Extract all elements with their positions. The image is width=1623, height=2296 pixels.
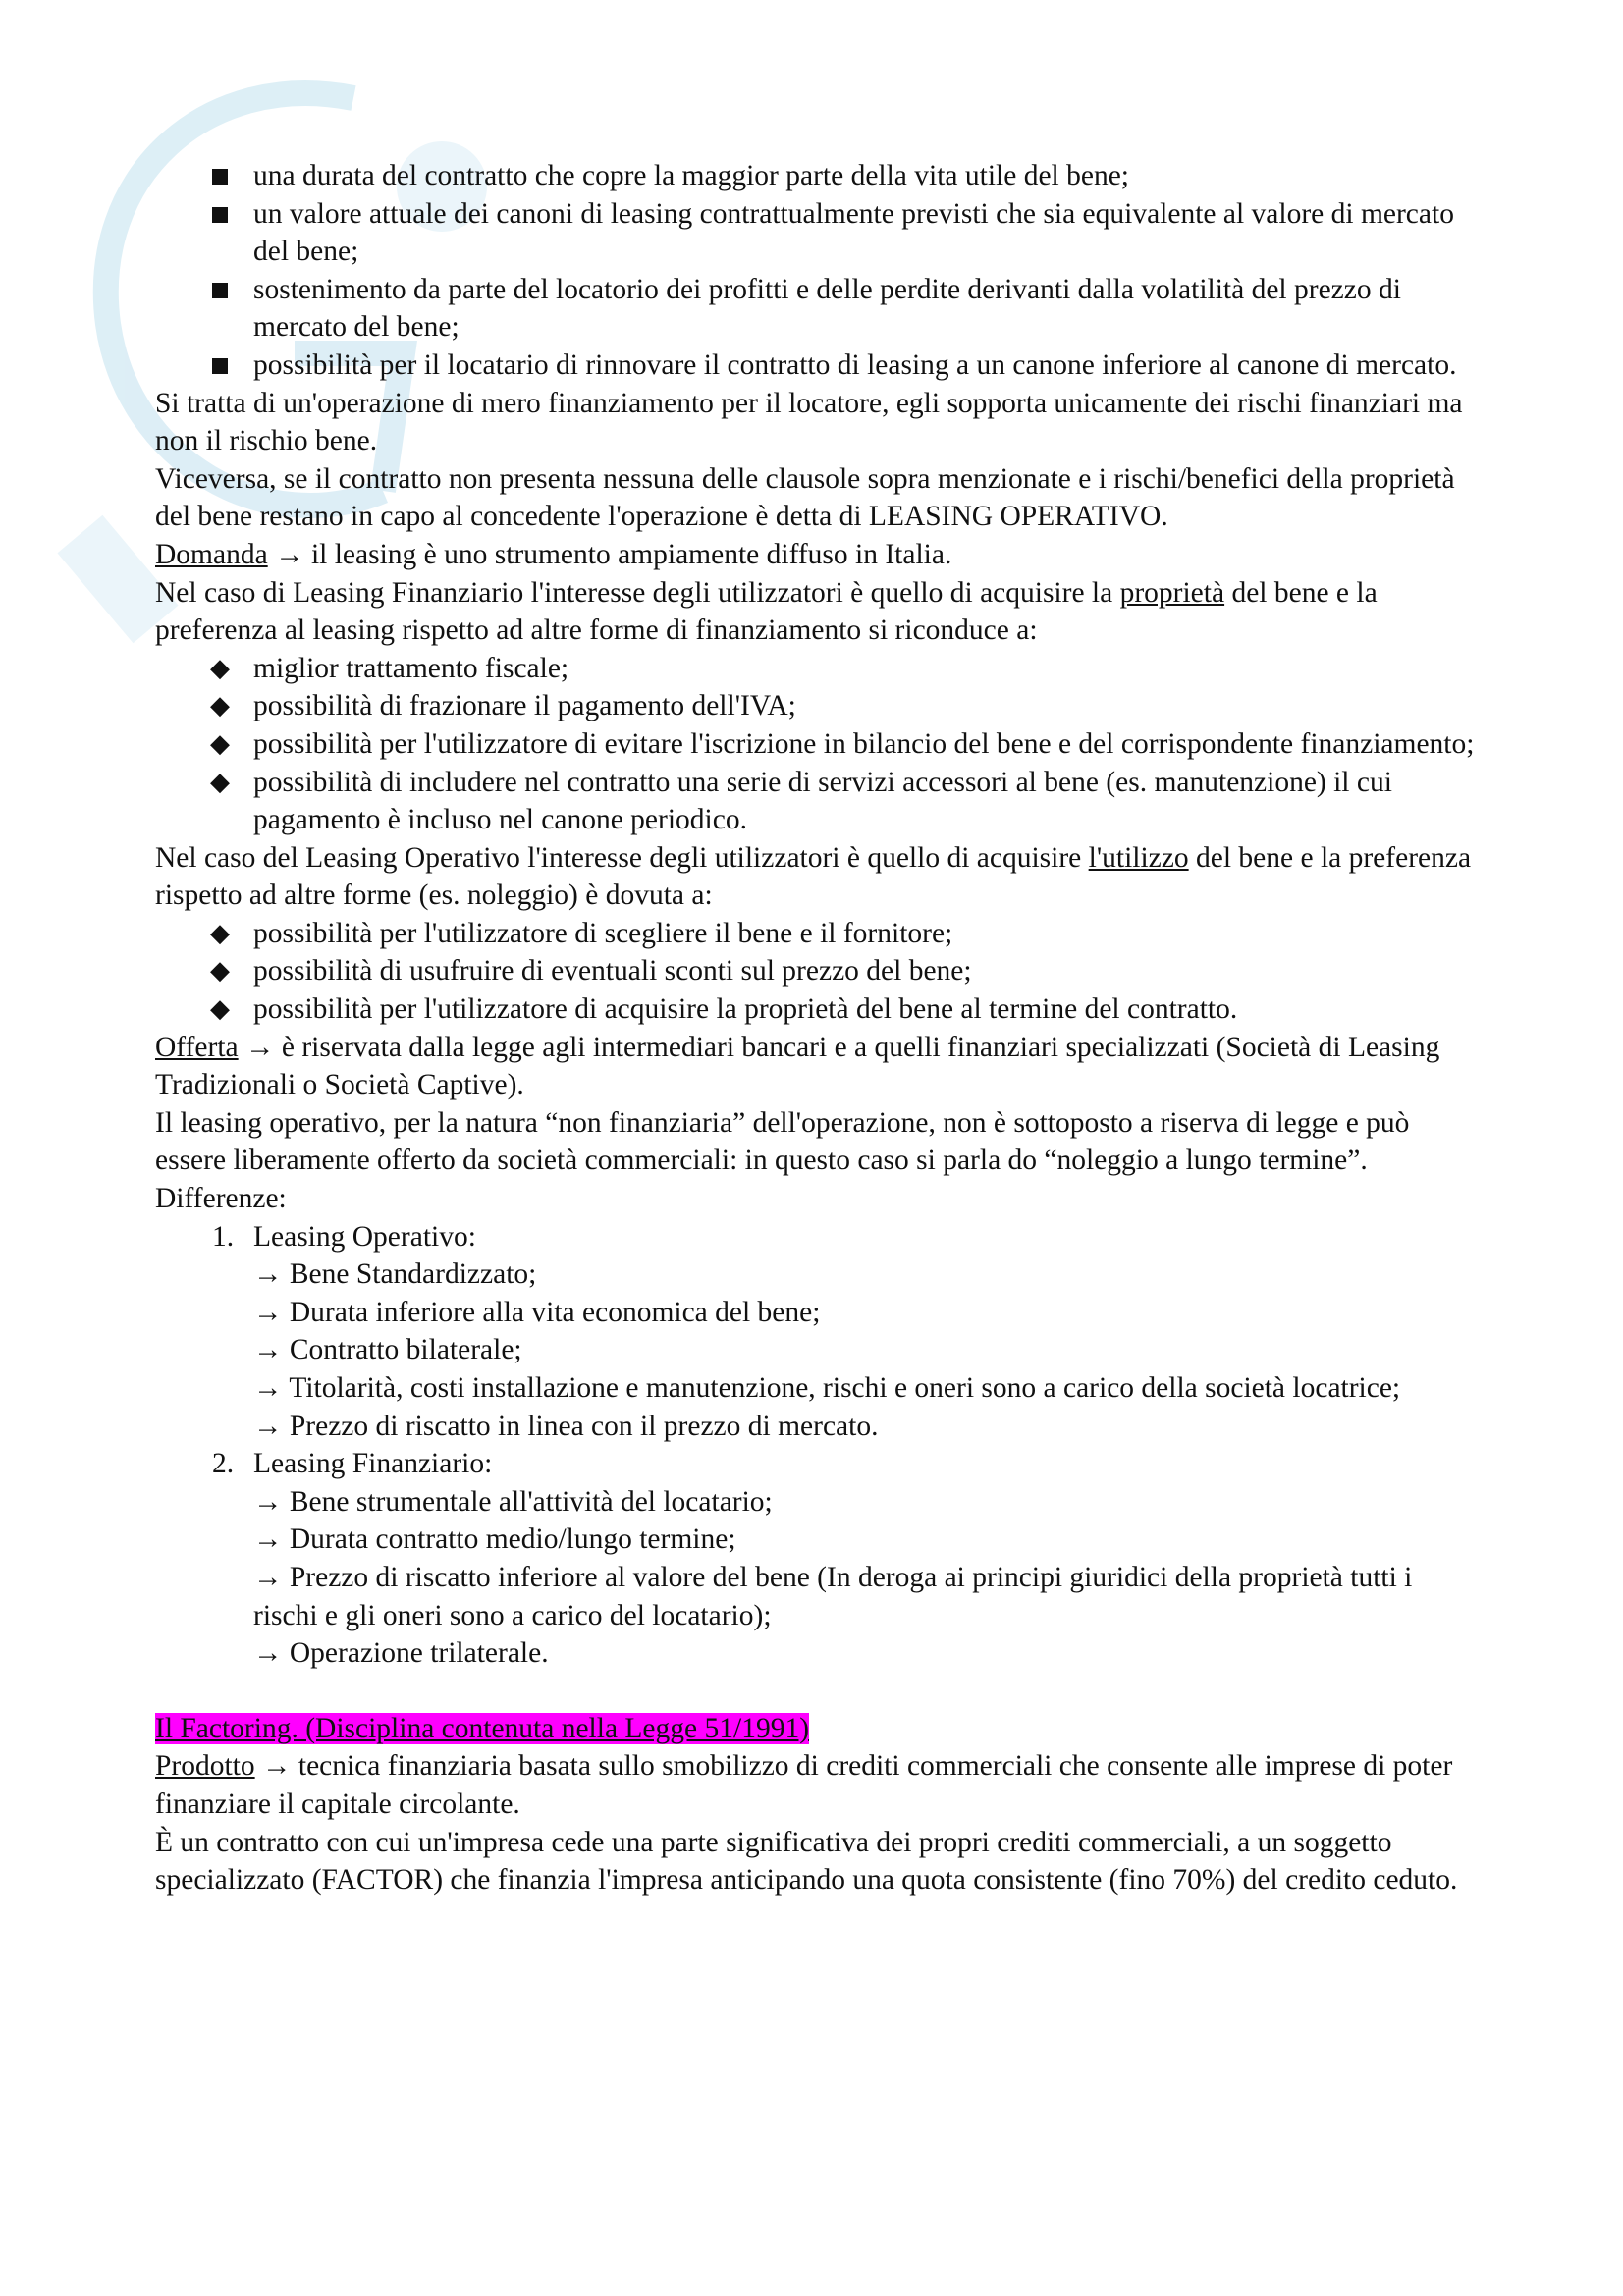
diamond-bullet-icon: ◆ [210, 918, 230, 948]
paragraph-finanziamento: Si tratta di un'operazione di mero finanziamento per il locatore, egli sopporta unicamente dei rischi finanziari ma non il rischio bene. [155, 387, 1463, 457]
paragraph-leasing-operativo: Viceversa, se il contratto non presenta nessuna delle clausole sopra menzionate e i rischi/benefici della proprietà del bene restano in capo al concedente l'operazione è detta di LEASING OPERATIVO. [155, 462, 1455, 533]
square-bullet-icon [206, 195, 234, 234]
paragraph-noleggio: Il leasing operativo, per la natura “non finanziaria” dell'operazione, non è sottoposto a riserva di legge e può essere liberamente offerto da società commerciali: in questo caso si parla do “noleggio a lungo termine”. [155, 1106, 1410, 1177]
paragraph-prodotto: Prodotto → tecnica finanziaria basata sullo smobilizzo di crediti commerciali che consente alle imprese di poter finanziare il capitale circolante. [155, 1750, 1453, 1820]
differenze-item-operativo: 1. Leasing Operativo: → Bene Standardizzato; → Durata inferiore alla vita economica del bene; → Contratto bilaterale; → Titolarità, costi installazione e manutenzione, rischi e oneri sono a carico della società locatrice; → Prezzo di riscatto in linea con il prezzo di mercato. [212, 1220, 1401, 1442]
paragraph-operativo-intro: Nel caso del Leasing Operativo l'interesse degli utilizzatori è quello di acquisire l'utilizzo del bene e la preferenza rispetto ad altre forme (es. noleggio) è dovuta a: [155, 841, 1472, 912]
diamond-bullet-icon: ◆ [210, 653, 230, 683]
diamond-bullet-icon: ◆ [210, 767, 230, 797]
square-bullet-icon [206, 347, 234, 385]
list-item: ◆ possibilità per l'utilizzatore di scegliere il bene e il fornitore; [155, 915, 1481, 953]
bullet-list-finanziario [155, 650, 1481, 839]
paragraph-finanziario-intro: Nel caso di Leasing Finanziario l'interesse degli utilizzatori è quello di acquisire la proprietà del bene e la preferenza al leasing rispetto ad altre forme di finanziamento si riconduce a: [155, 576, 1378, 647]
square-bullet-icon [206, 157, 234, 195]
domanda-label: Domanda [155, 538, 268, 570]
list-item: ◆ possibilità di includere nel contratto una serie di servizi accessori al bene (es. manutenzione) il cui pagamento è incluso nel canone periodico. [155, 764, 1481, 839]
diamond-bullet-icon: ◆ [210, 956, 230, 987]
diamond-bullet-icon: ◆ [210, 728, 230, 759]
document-page [155, 157, 1481, 1899]
spacer [155, 1673, 1481, 1710]
list-item: un valore attuale dei canoni di leasing contrattualmente previsti che sia equivalente al valore di mercato del bene; [155, 195, 1481, 271]
list-item: sostenimento da parte del locatorio dei profitti e delle perdite derivanti dalla volatilità del prezzo di mercato del bene; [155, 271, 1481, 347]
differenze-label: Differenze: [155, 1183, 287, 1215]
list-item: ◆ miglior trattamento fiscale; [155, 650, 1481, 688]
list-item: ◆ possibilità di frazionare il pagamento dell'IVA; [155, 687, 1481, 725]
list-item: ◆ possibilità per l'utilizzatore di acquisire la proprietà del bene al termine del contratto. [155, 990, 1481, 1029]
list-item: ◆ possibilità per l'utilizzatore di evitare l'iscrizione in bilancio del bene e del corrispondente finanziamento; [155, 725, 1481, 764]
bullet-list-leasing-clauses [155, 157, 1481, 385]
bullet-list-operativo [155, 915, 1481, 1029]
paragraph-factor: È un contratto con cui un'impresa cede una parte significativa dei propri crediti commerciali, a un soggetto specializzato (FACTOR) che finanzia l'impresa anticipando una quota consistente (fino 70%) del credito ceduto. [155, 1826, 1458, 1896]
list-item: possibilità per il locatario di rinnovare il contratto di leasing a un canone inferiore al canone di mercato. [155, 347, 1481, 385]
paragraph-domanda: Domanda → il leasing è uno strumento ampiamente diffuso in Italia. [155, 538, 952, 570]
diamond-bullet-icon: ◆ [210, 994, 230, 1025]
prodotto-label: Prodotto [155, 1750, 255, 1783]
list-item: una durata del contratto che copre la maggior parte della vita utile del bene; [155, 157, 1481, 195]
paragraph-offerta: Offerta → è riservata dalla legge agli intermediari bancari e a quelli finanziari specializzati (Società di Leasing Tradizionali o Società Captive). [155, 1031, 1440, 1101]
list-item: ◆ possibilità di usufruire di eventuali sconti sul prezzo del bene; [155, 952, 1481, 990]
factoring-heading: Il Factoring. (Disciplina contenuta nella Legge 51/1991) [155, 1712, 810, 1744]
differenze-item-finanziario: 2. Leasing Finanziario: → Bene strumentale all'attività del locatario; → Durata contratto medio/lungo termine; → Prezzo di riscatto inferiore al valore del bene (In deroga ai principi giuridici della proprietà tutti i rischi e gli oneri sono a carico del locatario); → Operazione trilaterale. [212, 1448, 1413, 1670]
diamond-bullet-icon: ◆ [210, 691, 230, 721]
square-bullet-icon [206, 271, 234, 309]
offerta-label: Offerta [155, 1031, 239, 1063]
